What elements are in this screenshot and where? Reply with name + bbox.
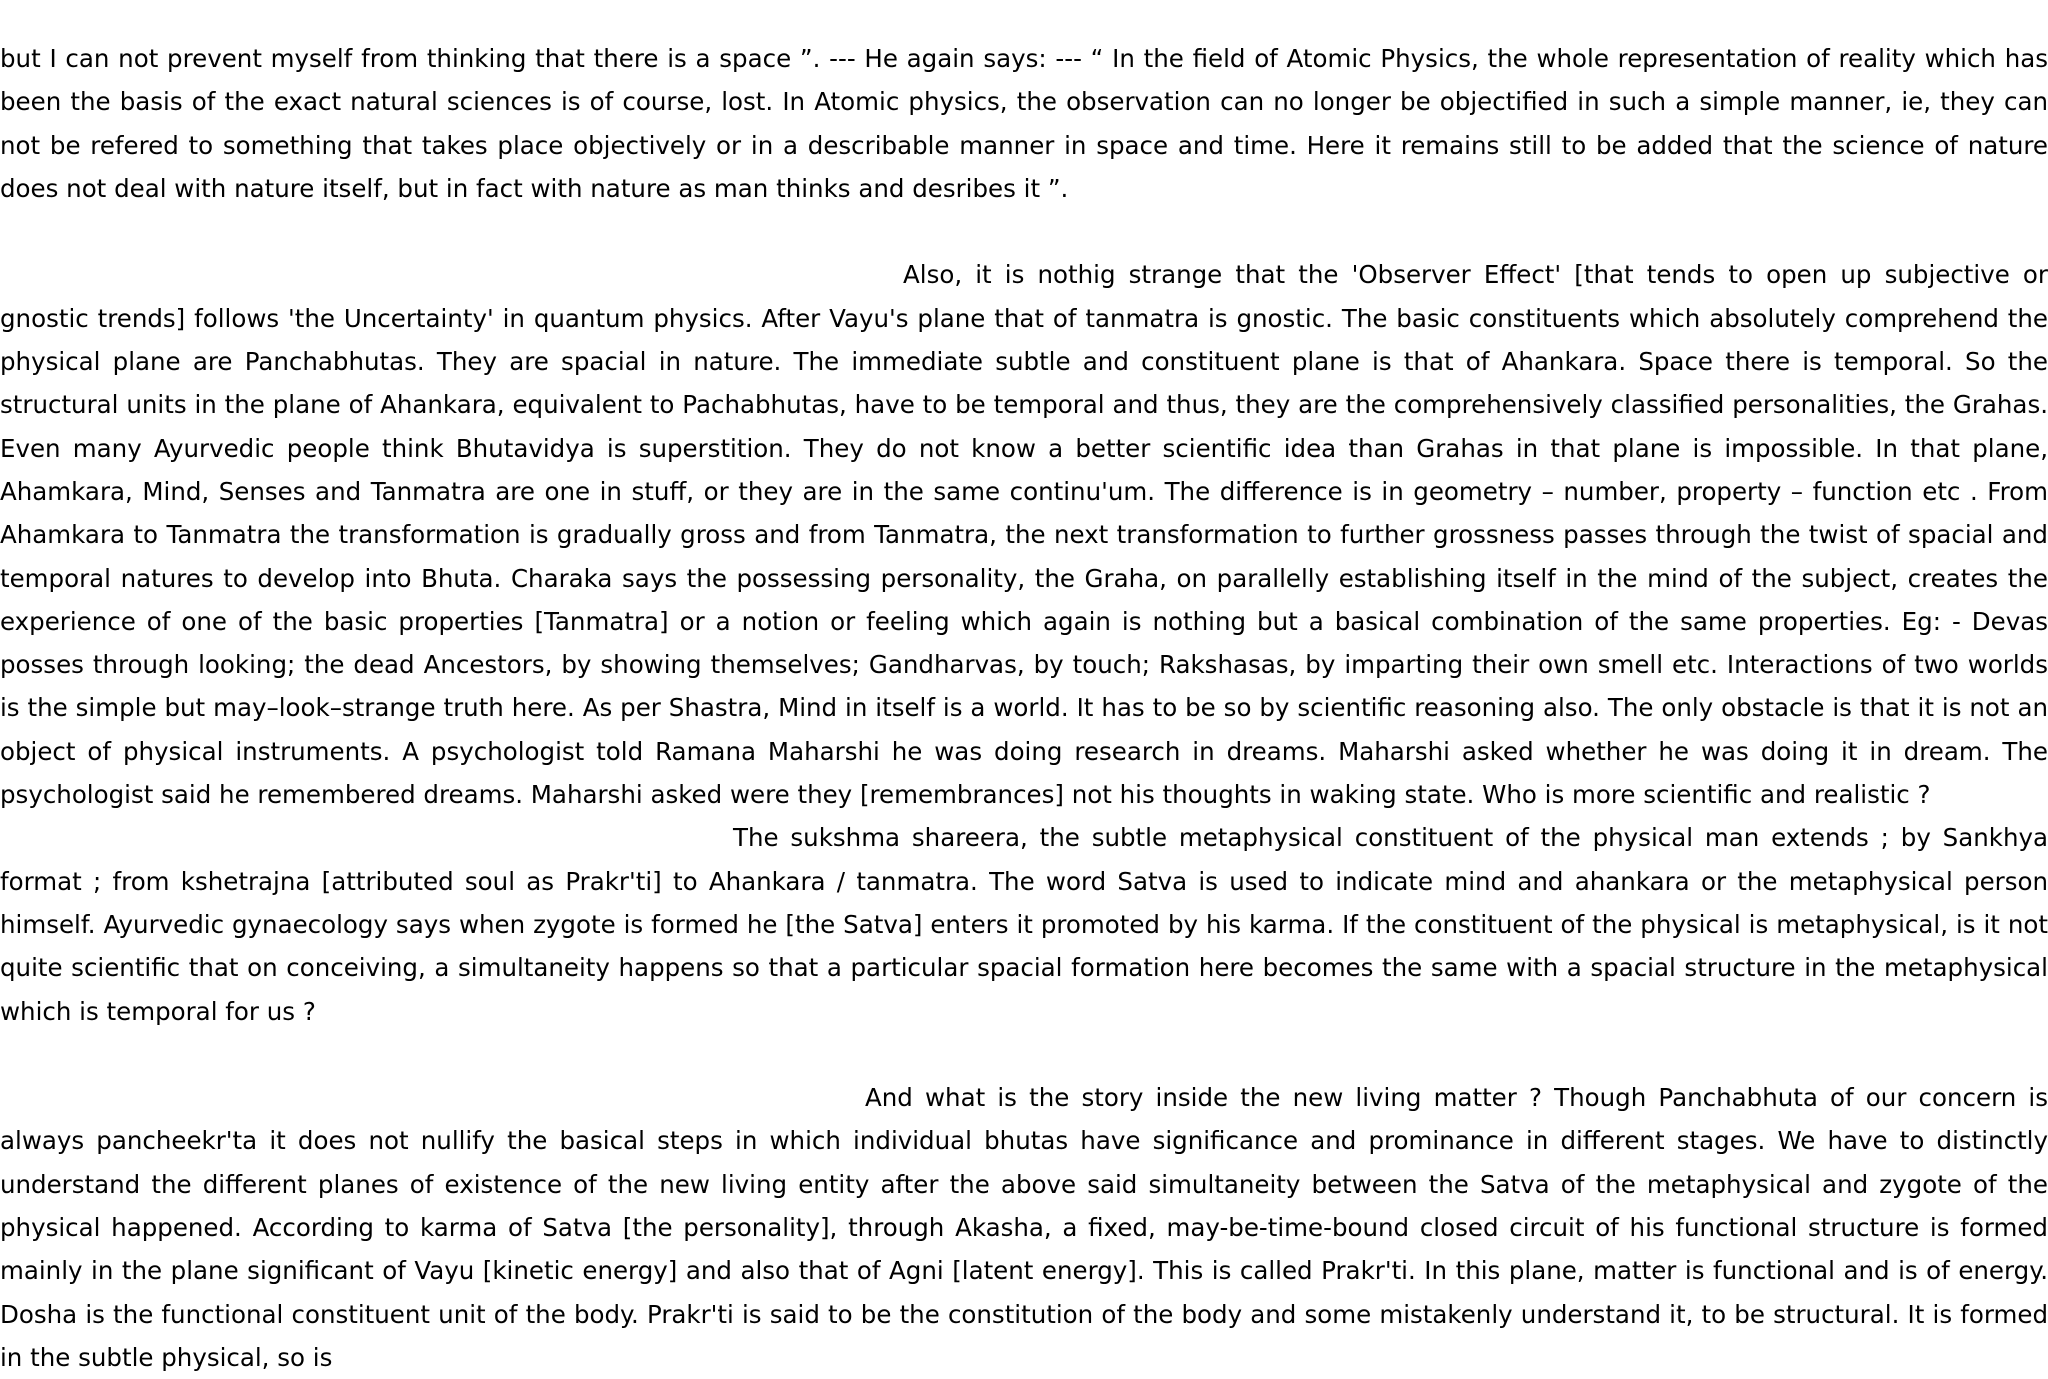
document-body [0, 37, 2048, 1379]
paragraph-3: The sukshma shareera, the subtle metaphysical constituent of the physical man extends ; by Sankhya format ; from kshetrajna [attributed soul as Prakr'ti] to Ahankara / tanmatra. The word Satva is used to indicate mind and ahankara or the metaphysical person himself. Ayurvedic gynaecology says when zygote is formed he [the Satva] enters it promoted by his karma. If the constituent of the physical is metaphysical, is it not quite scientific that on conceiving, a simultaneity happens so that a particular spacial formation here becomes the same with a spacial structure in the metaphysical which is temporal for us ? [0, 823, 2048, 1026]
paragraph-4: And what is the story inside the new living matter ? Though Panchabhuta of our concern is always pancheekr'ta it does not nullify the basical steps in which individual bhutas have significance and prominance in different stages. We have to distinctly understand the different planes of existence of the new living entity after the above said simultaneity between the Satva of the metaphysical and zygote of the physical happened. According to karma of Satva [the personality], through Akasha, a fixed, may-be-time-bound closed circuit of his functional structure is formed mainly in the plane significant of Vayu [kinetic energy] and also that of Agni [latent energy]. This is called Prakr'ti. In this plane, matter is functional and is of energy. Dosha is the functional constituent unit of the body. Prakr'ti is said to be the constitution of the body and some mistakenly understand it, to be structural. It is formed in the subtle physical, so is [0, 1083, 2048, 1372]
paragraph-1: but I can not prevent myself from thinking that there is a space ”. --- He again says: --- “ In the field of Atomic Physics, the whole representation of reality which has been the basis of the exact natural sciences is of course, lost. In Atomic physics, the observation can no longer be objectified in such a simple manner, ie, they can not be refered to something that takes place objectively or in a describable manner in space and time. Here it remains still to be added that the science of nature does not deal with nature itself, but in fact with nature as man thinks and desribes it ”. [0, 44, 2048, 203]
paragraph-2: Also, it is nothig strange that the 'Observer Effect' [that tends to open up subjective or gnostic trends] follows 'the Uncertainty' in quantum physics. After Vayu's plane that of tanmatra is gnostic. The basic constituents which absolutely comprehend the physical plane are Panchabhutas. They are spacial in nature. The immediate subtle and constituent plane is that of Ahankara. Space there is temporal. So the structural units in the plane of Ahankara, equivalent to Pachabhutas, have to be temporal and thus, they are the comprehensively classified personalities, the Grahas. Even many Ayurvedic people think Bhutavidya is superstition. They do not know a better scientific idea than Grahas in that plane is impossible. In that plane, Ahamkara, Mind, Senses and Tanmatra are one in stuff, or they are in the same continu'um. The difference is in geometry – number, property – function etc . From Ahamkara to Tanmatra the transformation is gradually gross and from Tanmatra, the next transformation to further grossness passes through the twist of spacial and temporal natures to develop into Bhuta. Charaka says the possessing personality, the Graha, on parallelly establishing itself in the mind of the subject, creates the experience of one of the basic properties [Tanmatra] or a notion or feeling which again is nothing but a basical combination of the same properties. Eg: - Devas posses through looking; the dead Ancestors, by showing themselves; Gandharvas, by touch; Rakshasas, by imparting their own smell etc. Interactions of two worlds is the simple but may–look–strange truth here. As per Shastra, Mind in itself is a world. It has to be so by scientific reasoning also. The only obstacle is that it is not an object of physical instruments. A psychologist told Ramana Maharshi he was doing research in dreams. Maharshi asked whether he was doing it in dream. The psychologist said he remembered dreams. Maharshi asked were they [remembrances] not his thoughts in waking state. Who is more scientific and realistic ? [0, 260, 2048, 810]
paragraph-gap [0, 210, 2048, 253]
paragraph-gap [0, 1033, 2048, 1076]
